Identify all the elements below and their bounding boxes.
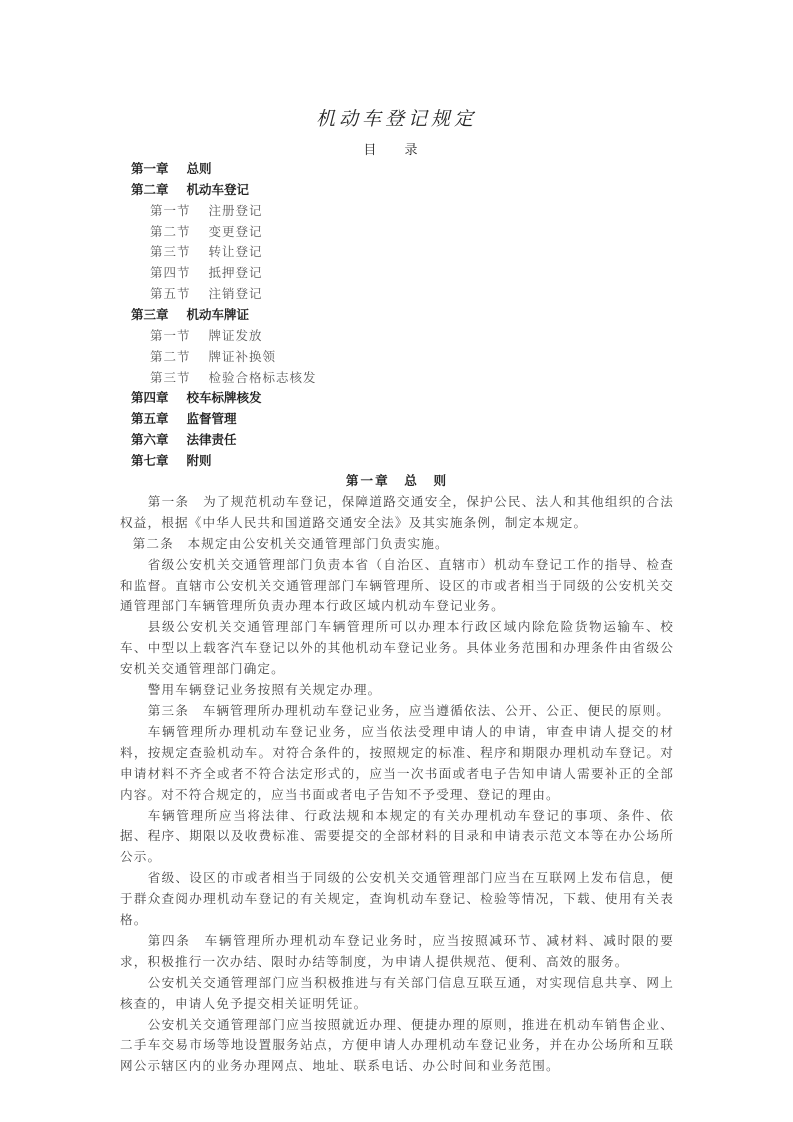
toc-item-label: 牌证补换领 <box>208 348 277 364</box>
toc-item <box>131 409 317 430</box>
paragraph: 第二条 本规定由公安机关交通管理部门负责实施。 <box>132 535 449 551</box>
toc-item-number: 第五章 <box>131 411 169 427</box>
toc-item-number: 第六章 <box>131 432 169 448</box>
toc-item-label: 检验合格标志核发 <box>208 369 317 385</box>
paragraph: 第四条 车辆管理所办理机动车登记业务时，应当按照减环节、减材料、减时限的要求，积极推行一次办结、限时办结等制度，为申请人提供规范、便利、高效的服务。 <box>120 932 674 969</box>
paragraph: 省级公安机关交通管理部门负责本省（自治区、直辖市）机动车登记工作的指导、检查和监督。直辖市公安机关交通管理部门车辆管理所、设区的市或者相当于同级的公安机关交通管理部门车辆管理所负责办理本行政区域内机动车登记业务。 <box>120 556 674 614</box>
toc-item-label: 转让登记 <box>208 244 263 260</box>
paragraph: 公安机关交通管理部门应当按照就近办理、便捷办理的原则，推进在机动车销售企业、二手车交易市场等地设置服务站点，方便申请人办理机动车登记业务，并在办公场所和互联网公示辖区内的业务办理网点、地址、联系电话、办公时间和业务范围。 <box>120 1016 674 1074</box>
toc-item-number: 第二节 <box>150 348 191 364</box>
paragraph: 第一条 为了规范机动车登记，保障道路交通安全，保护公民、法人和其他组织的合法权益，根据《中华人民共和国道路交通安全法》及其实施条例，制定本规定。 <box>120 493 674 530</box>
toc-item-number: 第二节 <box>150 223 191 239</box>
paragraph: 车辆管理所应当将法律、行政法规和本规定的有关办理机动车登记的事项、条件、依据、程序、期限以及收费标准、需要提交的全部材料的目录和申请表示范文本等在办公场所公示。 <box>120 807 674 865</box>
paragraph: 公安机关交通管理部门应当积极推进与有关部门信息互联互通，对实现信息共享、网上核查的，申请人免予提交相关证明凭证。 <box>120 974 674 1011</box>
toc-item-label: 校车标牌核发 <box>186 390 262 406</box>
toc-item <box>131 305 317 326</box>
toc-item-number: 第五节 <box>150 286 191 302</box>
toc-item <box>131 368 317 389</box>
toc-item <box>131 180 317 201</box>
document-title: 机动车登记规定 <box>315 108 477 130</box>
toc-item-number: 第一节 <box>150 327 191 343</box>
toc-item <box>131 242 317 263</box>
toc-item <box>131 159 317 180</box>
toc-item <box>131 284 317 305</box>
toc-item <box>131 326 317 347</box>
toc-item <box>131 388 317 409</box>
toc-item <box>131 263 317 284</box>
toc-item-label: 附则 <box>186 453 212 469</box>
toc-item-number: 第三章 <box>131 307 169 323</box>
toc-item-label: 变更登记 <box>208 223 263 239</box>
chapter-body <box>120 492 674 1077</box>
chapter-1 <box>120 471 674 1077</box>
toc-item-label: 注册登记 <box>208 202 263 218</box>
toc-item <box>131 430 317 451</box>
toc-item-number: 第四节 <box>150 265 191 281</box>
toc-item-number: 第七章 <box>131 453 169 469</box>
toc-item <box>131 451 317 472</box>
toc-item-label: 法律责任 <box>186 432 237 448</box>
toc-item-label: 总则 <box>186 161 212 176</box>
chapter-heading: 第一章 总 则 <box>345 473 449 488</box>
toc-item-number: 第四章 <box>131 390 169 406</box>
paragraph: 第三条 车辆管理所办理机动车登记业务，应当遵循依法、公开、公正、便民的原则。 <box>147 702 670 718</box>
toc-item-number: 第三节 <box>150 369 191 385</box>
toc-item <box>131 222 317 243</box>
paragraph: 警用车辆登记业务按照有关规定办理。 <box>147 682 382 698</box>
toc-item-label: 注销登记 <box>208 286 263 302</box>
toc-item-label: 机动车牌证 <box>186 307 250 323</box>
toc-item-number: 第一章 <box>131 161 169 176</box>
toc-item-label: 牌证发放 <box>208 327 263 343</box>
toc-item-label: 机动车登记 <box>186 181 250 197</box>
toc-item-number: 第二章 <box>131 181 169 197</box>
toc-item-label: 抵押登记 <box>208 265 263 281</box>
paragraph: 车辆管理所办理机动车登记业务，应当依法受理申请人的申请，审查申请人提交的材料，按规定查验机动车。对符合条件的，按照规定的标准、程序和期限办理机动车登记。对申请材料不齐全或者不符合法定形式的，应当一次书面或者电子告知申请人需要补正的全部内容。对不符合规定的，应当书面或者电子告知不予受理、登记的理由。 <box>120 723 674 802</box>
table-of-contents <box>131 159 317 472</box>
paragraph: 省级、设区的市或者相当于同级的公安机关交通管理部门应当在互联网上发布信息，便于群众查阅办理机动车登记的有关规定，查询机动车登记、检验等情况，下载、使用有关表格。 <box>120 870 674 928</box>
toc-item <box>131 201 317 222</box>
toc-item-label: 监督管理 <box>186 411 237 427</box>
toc-heading: 目 录 <box>363 143 430 158</box>
paragraph: 县级公安机关交通管理部门车辆管理所可以办理本行政区域内除危险货物运输车、校车、中型以上载客汽车登记以外的其他机动车登记业务。具体业务范围和办理条件由省级公安机关交通管理部门确定。 <box>120 619 674 677</box>
toc-item <box>131 347 317 368</box>
toc-item-number: 第三节 <box>150 244 191 260</box>
toc-item-number: 第一节 <box>150 202 191 218</box>
